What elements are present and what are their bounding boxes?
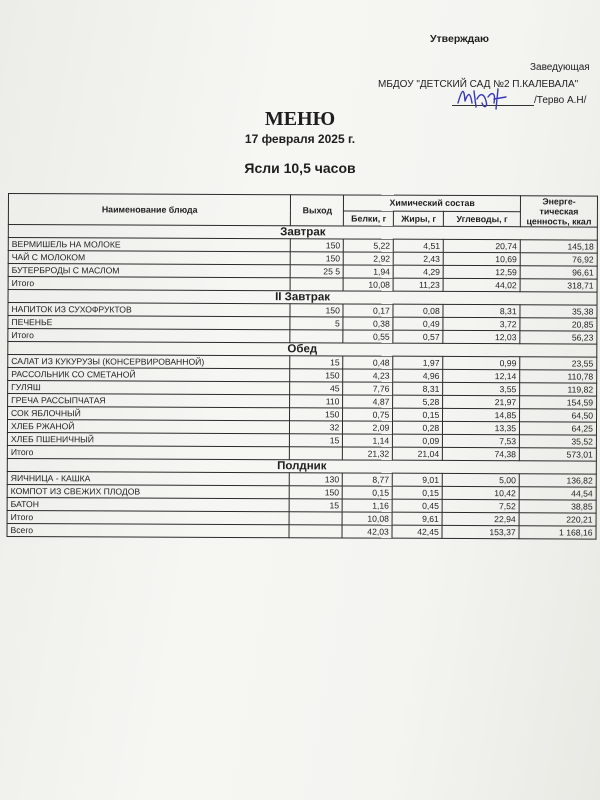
dish-name: ГУЛЯШ: [8, 381, 291, 395]
dish-fat: 0,49: [393, 317, 443, 330]
dish-fat: 2,43: [394, 252, 444, 265]
section-title: Завтрак: [8, 225, 597, 241]
dish-energy: 20,85: [520, 318, 597, 331]
total-energy: 318,71: [520, 279, 597, 292]
dish-name: ПЕЧЕНЬЕ: [8, 316, 291, 330]
dish-energy: 35,38: [520, 305, 597, 318]
dish-energy: 96,61: [520, 266, 597, 279]
total-carbs: 44,02: [443, 278, 520, 291]
total-protein: 10,08: [343, 278, 393, 291]
header-protein: Белки, г: [344, 210, 394, 226]
dish-protein: 2,92: [344, 252, 394, 265]
dish-carbs: 0,99: [443, 356, 520, 369]
dish-name: ГРЕЧА РАССЫПЧАТАЯ: [8, 394, 291, 408]
total-fat: 0,57: [393, 330, 443, 343]
dish-fat: 4,51: [394, 239, 444, 252]
dish-protein: 1,16: [342, 499, 392, 512]
group-name: Ясли 10,5 часов: [244, 160, 356, 176]
dish-carbs: 10,69: [443, 252, 520, 265]
total-output-empty: [290, 447, 343, 460]
organization-name: МБДОУ "ДЕТСКИЙ САД №2 П.КАЛЕВАЛА": [378, 79, 579, 90]
dish-output: 45: [290, 382, 343, 395]
total-carbs: 12,03: [443, 330, 520, 343]
menu-table: [6, 193, 597, 540]
dish-fat: 0,09: [393, 434, 443, 447]
dish-carbs: 21,97: [443, 395, 520, 408]
dish-energy: 110,78: [520, 370, 597, 383]
page-title: МЕНЮ: [264, 108, 336, 130]
total-energy: 573,01: [519, 448, 596, 461]
dish-protein: 5,22: [344, 239, 394, 252]
dish-carbs: 10,42: [442, 486, 519, 499]
dish-output: 15: [290, 356, 343, 369]
total-protein: 21,32: [343, 447, 393, 460]
dish-output: 150: [291, 252, 344, 265]
dish-fat: 0,08: [393, 304, 443, 317]
dish-name: БАТОН: [7, 497, 290, 511]
total-protein: 0,55: [343, 330, 393, 343]
grand-total-energy: 1 168,16: [519, 526, 596, 539]
dish-carbs: 13,35: [443, 421, 520, 434]
total-fat: 21,04: [393, 447, 443, 460]
approve-label: Утверждаю: [430, 33, 490, 45]
dish-protein: 1,14: [343, 434, 393, 447]
grand-total-output-empty: [289, 525, 342, 538]
dish-protein: 2,09: [343, 421, 393, 434]
dish-carbs: 12,14: [443, 369, 520, 382]
total-energy: 220,21: [519, 513, 596, 526]
dish-carbs: 5,00: [442, 473, 519, 486]
dish-output: 110: [290, 395, 343, 408]
dish-energy: 23,55: [520, 357, 597, 370]
dish-protein: 0,15: [343, 486, 393, 499]
dish-name: ВЕРМИШЕЛЬ НА МОЛОКЕ: [8, 238, 291, 252]
total-label: Итого: [8, 329, 291, 343]
dish-output: 150: [290, 369, 343, 382]
dish-output: 32: [290, 421, 343, 434]
dish-output: 150: [290, 408, 343, 421]
total-output-empty: [291, 278, 344, 291]
dish-fat: 0,28: [393, 421, 443, 434]
dish-fat: 0,15: [392, 486, 442, 499]
dish-output: 150: [290, 304, 343, 317]
dish-carbs: 7,53: [443, 434, 520, 447]
dish-output: 5: [290, 317, 343, 330]
dish-protein: 0,75: [343, 408, 393, 421]
grand-total-label: Всего: [7, 523, 290, 537]
section-title: Обед: [8, 342, 597, 358]
dish-protein: 4,23: [343, 369, 393, 382]
total-protein: 10,08: [342, 512, 392, 525]
dish-output: 130: [290, 473, 343, 486]
grand-total-protein: 42,03: [342, 525, 392, 538]
approver-name: /Терво А.Н/: [534, 95, 587, 106]
dish-carbs: 7,52: [442, 499, 519, 512]
header-dish-name: Наименование блюда: [8, 194, 291, 226]
dish-energy: 154,59: [520, 396, 597, 409]
header-chem-composition: Химический состав: [344, 195, 521, 211]
menu-table-body: [7, 225, 597, 540]
total-carbs: 22,94: [442, 512, 519, 525]
dish-fat: 4,96: [393, 369, 443, 382]
dish-protein: 0,17: [343, 304, 393, 317]
dish-name: БУТЕРБРОДЫ С МАСЛОМ: [8, 264, 291, 278]
dish-protein: 4,87: [343, 395, 393, 408]
dish-output: 150: [290, 486, 343, 499]
dish-energy: 35,52: [520, 435, 597, 448]
dish-protein: 0,48: [343, 356, 393, 369]
dish-name: ЧАЙ С МОЛОКОМ: [8, 251, 291, 265]
dish-energy: 64,25: [520, 422, 597, 435]
dish-fat: 4,29: [393, 265, 443, 278]
dish-energy: 136,82: [519, 474, 596, 487]
approver-position: Заведующая: [530, 62, 590, 73]
dish-energy: 38,85: [519, 500, 596, 513]
dish-energy: 76,92: [520, 253, 597, 266]
total-energy: 56,23: [520, 331, 597, 344]
total-label: Итого: [7, 510, 290, 524]
section-title: II Завтрак: [8, 290, 597, 306]
dish-protein: 7,76: [343, 382, 393, 395]
grand-total-fat: 42,45: [392, 525, 442, 538]
total-fat: 9,61: [392, 512, 442, 525]
dish-name: КОМПОТ ИЗ СВЕЖИХ ПЛОДОВ: [7, 484, 290, 498]
dish-protein: 0,38: [343, 317, 393, 330]
dish-protein: 8,77: [343, 473, 393, 486]
dish-output: 25 5: [291, 265, 344, 278]
dish-carbs: 14,85: [443, 408, 520, 421]
dish-name: ХЛЕБ РЖАНОЙ: [7, 420, 290, 434]
dish-carbs: 20,74: [443, 239, 520, 252]
dish-fat: 0,15: [393, 408, 443, 421]
header-energy: Энерге-тическая ценность, ккал: [520, 196, 597, 227]
dish-output: 150: [291, 239, 344, 252]
grand-total-row: [7, 523, 596, 539]
total-label: Итого: [7, 445, 290, 459]
total-output-empty: [290, 330, 343, 343]
total-output-empty: [290, 512, 343, 525]
dish-name: ЯИЧНИЦА - КАШКА: [7, 471, 290, 485]
dish-carbs: 3,72: [443, 317, 520, 330]
dish-output: 15: [290, 499, 343, 512]
dish-fat: 1,97: [393, 356, 443, 369]
header-fat: Жиры, г: [394, 211, 444, 227]
dish-fat: 8,31: [393, 382, 443, 395]
grand-total-carbs: 153,37: [442, 525, 519, 538]
dish-fat: 0,45: [392, 499, 442, 512]
dish-energy: 145,18: [520, 240, 597, 253]
dish-name: ХЛЕБ ПШЕНИЧНЫЙ: [7, 432, 290, 446]
menu-date: 17 февраля 2025 г.: [244, 132, 356, 146]
total-label: Итого: [8, 277, 291, 291]
total-fat: 11,23: [393, 278, 443, 291]
dish-carbs: 12,59: [443, 265, 520, 278]
dish-output: 15: [290, 434, 343, 447]
dish-fat: 9,01: [393, 473, 443, 486]
dish-carbs: 3,55: [443, 382, 520, 395]
total-carbs: 74,38: [443, 447, 520, 460]
dish-energy: 119,82: [520, 383, 597, 396]
header-carbs: Углеводы, г: [444, 211, 521, 227]
dish-carbs: 8,31: [443, 304, 520, 317]
dish-name: НАПИТОК ИЗ СУХОФРУКТОВ: [8, 303, 291, 317]
dish-energy: 64,50: [520, 409, 597, 422]
dish-protein: 1,94: [344, 265, 394, 278]
dish-name: САЛАТ ИЗ КУКУРУЗЫ (КОНСЕРВИРОВАННОЙ): [8, 355, 291, 369]
dish-fat: 5,28: [393, 395, 443, 408]
dish-energy: 44,54: [519, 487, 596, 500]
dish-name: РАССОЛЬНИК СО СМЕТАНОЙ: [8, 368, 291, 382]
section-title: Полдник: [7, 458, 596, 474]
dish-name: СОК ЯБЛОЧНЫЙ: [8, 407, 291, 421]
header-output: Выход: [291, 195, 344, 226]
